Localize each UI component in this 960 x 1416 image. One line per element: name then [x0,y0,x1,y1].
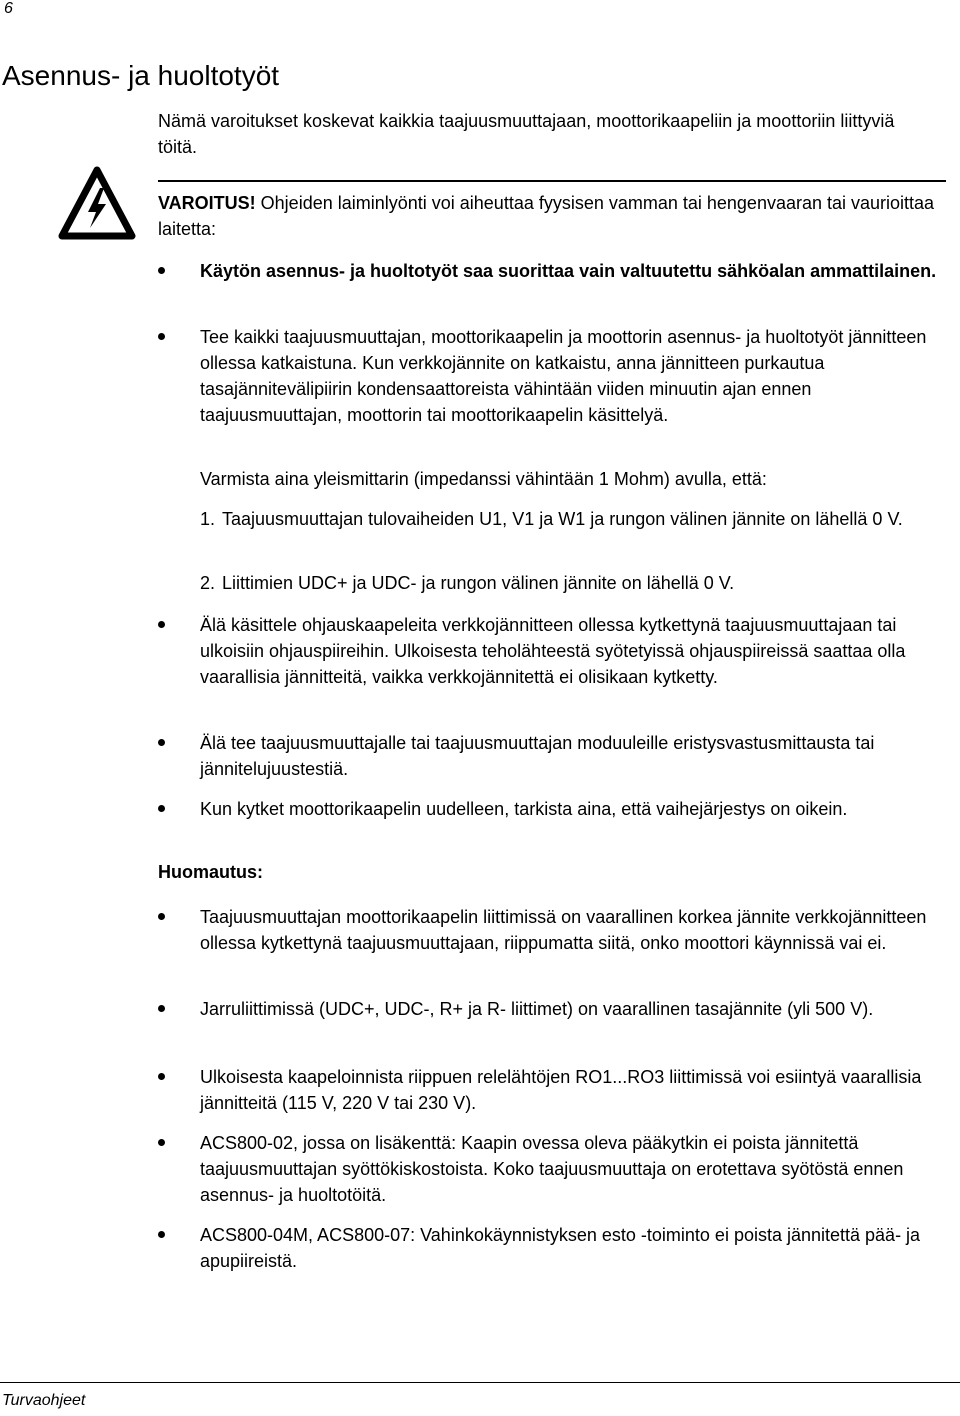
bullet-icon [158,739,165,746]
bullet-icon [158,805,165,812]
note-heading: Huomautus: [158,862,263,882]
high-voltage-warning-icon [58,166,136,240]
list-item-text: Jarruliittimissä (UDC+, UDC-, R+ ja R- liittimet) on vaarallinen tasajännite (yli 500 V). [200,999,874,1019]
bullet-icon [158,621,165,628]
list-item-text: ACS800-04M, ACS800-07: Vahinkokäynnistyksen esto -toiminto ei poista jännitettä pää- ja apupiireistä. [200,1225,921,1271]
page-number: 6 [4,0,13,17]
bullet-icon [158,913,165,920]
warning-lead-text: Ohjeiden laiminlyönti voi aiheuttaa fyysisen vamman tai hengenvaaran tai vaurioittaa laitetta: [158,193,935,239]
numbered-item-number: 1. [200,509,216,529]
numbered-item-text: Liittimien UDC+ ja UDC- ja rungon välinen jännite on lähellä 0 V. [222,573,735,593]
footer-title: Turvaohjeet [2,1392,86,1409]
list-item-text: Tee kaikki taajuusmuuttajan, moottorikaapelin ja moottorin asennus- ja huoltotyöt jännitteen ollessa katkaistuna. Kun verkkojännite on katkaistu, anna jännitteen purkautua tasajännitevälipiirin kondensaattoreista vähintään viiden minuutin ajan ennen taajuusmuuttajan, moottorin tai moottorikaapelin käsittelyä. [200,327,927,425]
bullet-icon [158,333,165,340]
list-item-text: Ulkoisesta kaapeloinnista riippuen relelähtöjen RO1...RO3 liittimissä voi esiintyä vaarallisia jännitteitä (115 V, 220 V tai 230 V). [200,1067,922,1113]
footer-divider [0,1382,960,1383]
bullet-icon [158,1073,165,1080]
bullet-icon [158,1005,165,1012]
warning-lead [158,190,948,242]
list-item-text: Taajuusmuuttajan moottorikaapelin liittimissä on vaarallinen korkea jännite verkkojännitteen ollessa kytkettynä taajuusmuuttajaan, riippumatta siitä, onko moottori käynnissä vai ei. [200,907,927,953]
numbered-item-number: 2. [200,573,216,593]
section-title: Asennus- ja huoltotyöt [2,60,280,91]
verify-text: Varmista aina yleismittarin (impedanssi vähintään 1 Mohm) avulla, että: [200,469,767,489]
bullet-icon [158,1231,165,1238]
bullet-icon [158,1139,165,1146]
bullet-icon [158,267,165,274]
intro-paragraph: Nämä varoitukset koskevat kaikkia taajuusmuuttajaan, moottorikaapeliin ja moottoriin liittyviä töitä. [158,111,895,157]
list-item-text: ACS800-02, jossa on lisäkenttä: Kaapin ovessa oleva pääkytkin ei poista jännitettä taajuusmuuttajan syöttökiskostoista. Koko taajuusmuuttaja on erotettava syötöstä ennen asennus- ja huoltotöitä. [200,1133,904,1205]
warning-divider [158,180,946,182]
numbered-item-text: Taajuusmuuttajan tulovaiheiden U1, V1 ja W1 ja rungon välinen jännite on lähellä 0 V. [222,509,903,529]
warning-label: VAROITUS! [158,193,256,213]
list-item-text: Älä tee taajuusmuuttajalle tai taajuusmuuttajan moduuleille eristysvastusmittausta tai jännitelujuustestiä. [200,733,875,779]
list-item-text: Älä käsittele ohjauskaapeleita verkkojännitteen ollessa kytkettynä taajuusmuuttajaan tai ulkoisiin ohjauspiireihin. Ulkoisesta teholähteestä syötetyissä ohjauspiireissä saattaa olla vaarallisia jännitteitä, vaikka verkkojännitettä ei olisikaan kytketty. [200,615,906,687]
list-item-text: Kun kytket moottorikaapelin uudelleen, tarkista aina, että vaihejärjestys on oikein. [200,799,848,819]
list-item-text: Käytön asennus- ja huoltotyöt saa suorittaa vain valtuutettu sähköalan ammattilainen. [200,261,937,281]
